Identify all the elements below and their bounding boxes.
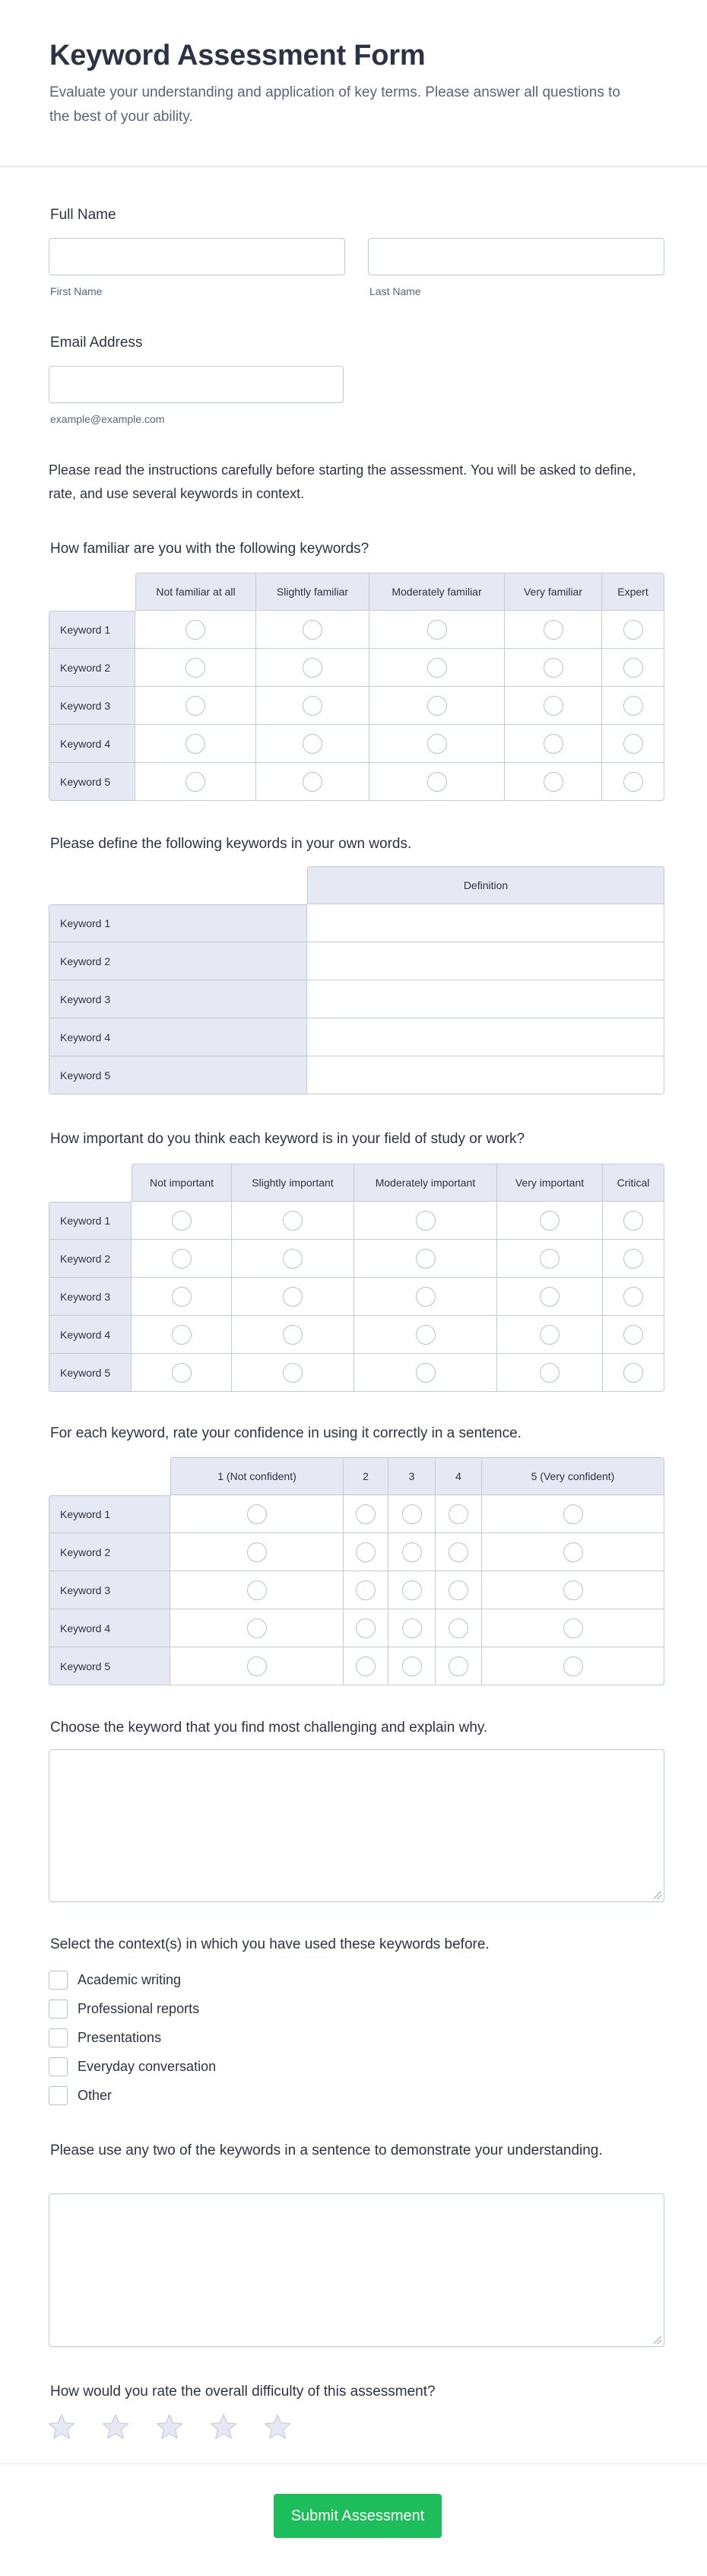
radio-button[interactable] bbox=[623, 658, 643, 678]
radio-button[interactable] bbox=[402, 1580, 422, 1600]
matrix-row-label: Keyword 5 bbox=[49, 1647, 170, 1685]
radio-button[interactable] bbox=[449, 1656, 468, 1676]
radio-button[interactable] bbox=[303, 658, 322, 678]
instructions-text: Please read the instructions carefully before starting the assessment. You will be asked to define, rate, and use several keywords in context. bbox=[49, 462, 636, 501]
matrix-corner bbox=[49, 1457, 170, 1495]
matrix-row bbox=[49, 649, 664, 687]
matrix-cell bbox=[232, 1354, 354, 1392]
matrix-row bbox=[49, 1571, 664, 1609]
challenging-question: Choose the keyword that you find most challenging and explain why. bbox=[50, 1720, 488, 1736]
radio-button[interactable] bbox=[449, 1580, 468, 1600]
radio-button[interactable] bbox=[247, 1542, 267, 1562]
checkbox[interactable] bbox=[49, 1971, 68, 1990]
radio-button[interactable] bbox=[544, 734, 563, 754]
radio-button[interactable] bbox=[283, 1287, 303, 1307]
radio-button[interactable] bbox=[623, 696, 643, 716]
table-body bbox=[49, 904, 664, 1094]
matrix-cell bbox=[344, 1533, 388, 1571]
matrix-header-row bbox=[49, 1164, 664, 1202]
matrix-cell bbox=[132, 1278, 232, 1316]
radio-button[interactable] bbox=[356, 1618, 376, 1638]
matrix-cell bbox=[256, 611, 369, 649]
matrix-cell bbox=[602, 687, 664, 725]
matrix-column-header: 1 (Not confident) bbox=[170, 1457, 344, 1495]
matrix-cell bbox=[602, 725, 664, 763]
radio-button[interactable] bbox=[172, 1325, 192, 1345]
matrix-row bbox=[49, 1278, 664, 1316]
matrix-row-label: Keyword 2 bbox=[49, 649, 135, 687]
matrix-row bbox=[49, 763, 664, 801]
radio-button[interactable] bbox=[416, 1287, 436, 1307]
matrix-cell bbox=[354, 1278, 497, 1316]
radio-button[interactable] bbox=[247, 1656, 267, 1676]
table-row bbox=[49, 1018, 664, 1056]
radio-button[interactable] bbox=[172, 1287, 192, 1307]
matrix-row bbox=[49, 1609, 664, 1647]
matrix-column-header: Slightly familiar bbox=[256, 573, 369, 611]
matrix-cell bbox=[354, 1316, 497, 1354]
checkbox-label: Everyday conversation bbox=[78, 2058, 217, 2074]
matrix-cell bbox=[170, 1533, 344, 1571]
matrix-cell bbox=[388, 1647, 436, 1685]
matrix-cell bbox=[497, 1354, 603, 1392]
checkbox[interactable] bbox=[49, 2057, 68, 2076]
radio-button[interactable] bbox=[449, 1504, 468, 1524]
matrix-cell bbox=[505, 649, 602, 687]
matrix-cell bbox=[344, 1647, 388, 1685]
familiarity-question: How familiar are you with the following keywords? bbox=[50, 541, 369, 557]
matrix-cell bbox=[135, 725, 256, 763]
radio-button[interactable] bbox=[544, 620, 563, 640]
radio-button[interactable] bbox=[303, 696, 322, 716]
checkbox-label: Other bbox=[78, 2087, 113, 2103]
table-corner bbox=[49, 866, 307, 904]
email-input[interactable] bbox=[49, 366, 344, 403]
checkbox-option[interactable] bbox=[49, 1999, 199, 2019]
matrix-cell bbox=[170, 1571, 344, 1609]
matrix-row-label: Keyword 3 bbox=[49, 1571, 170, 1609]
matrix-cell bbox=[232, 1316, 354, 1354]
familiarity-matrix bbox=[49, 573, 664, 801]
matrix-row bbox=[49, 1533, 664, 1571]
definition-input[interactable] bbox=[307, 1018, 664, 1056]
matrix-column-header: Very important bbox=[497, 1164, 603, 1202]
email-sublabel: example@example.com bbox=[50, 413, 165, 425]
radio-button[interactable] bbox=[185, 772, 205, 792]
matrix-column-header: 2 bbox=[344, 1457, 388, 1495]
radio-button[interactable] bbox=[623, 1325, 643, 1345]
radio-button[interactable] bbox=[544, 696, 563, 716]
radio-button[interactable] bbox=[283, 1211, 303, 1231]
matrix-cell bbox=[436, 1571, 482, 1609]
radio-button[interactable] bbox=[247, 1504, 267, 1524]
table-row bbox=[49, 942, 664, 980]
matrix-row-label: Keyword 4 bbox=[49, 725, 135, 763]
resize-handle-icon[interactable] bbox=[654, 2336, 661, 2344]
matrix-header-row bbox=[49, 573, 664, 611]
matrix-cell bbox=[388, 1495, 436, 1533]
submit-button[interactable]: Submit Assessment bbox=[274, 2494, 442, 2538]
matrix-row bbox=[49, 1316, 664, 1354]
checkbox[interactable] bbox=[49, 2028, 68, 2047]
matrix-cell bbox=[256, 649, 369, 687]
radio-button[interactable] bbox=[540, 1211, 560, 1231]
form-subtitle: Evaluate your understanding and application of key terms. Please answer all questions to the best of your ability. bbox=[49, 84, 620, 125]
radio-button[interactable] bbox=[623, 1363, 643, 1383]
radio-button[interactable] bbox=[427, 620, 447, 640]
matrix-cell bbox=[170, 1495, 344, 1533]
star-icon[interactable] bbox=[47, 2412, 76, 2441]
footer-divider bbox=[0, 2463, 707, 2464]
matrix-cell bbox=[135, 611, 256, 649]
definition-input[interactable] bbox=[307, 942, 664, 980]
matrix-row bbox=[49, 1202, 664, 1240]
matrix-cell bbox=[369, 725, 505, 763]
matrix-cell bbox=[603, 1278, 664, 1316]
radio-button[interactable] bbox=[172, 1211, 192, 1231]
definition-input[interactable] bbox=[307, 1056, 664, 1094]
matrix-cell bbox=[354, 1202, 497, 1240]
definition-input[interactable] bbox=[307, 904, 664, 942]
matrix-row bbox=[49, 725, 664, 763]
table-row bbox=[49, 904, 664, 942]
matrix-cell bbox=[170, 1609, 344, 1647]
radio-button[interactable] bbox=[283, 1363, 303, 1383]
radio-button[interactable] bbox=[540, 1363, 560, 1383]
radio-button[interactable] bbox=[623, 620, 643, 640]
table-row-label: Keyword 5 bbox=[49, 1056, 307, 1094]
radio-button[interactable] bbox=[247, 1618, 267, 1638]
checkbox[interactable] bbox=[49, 1999, 68, 2019]
matrix-cell bbox=[436, 1533, 482, 1571]
matrix-cell bbox=[369, 611, 505, 649]
header-divider bbox=[0, 166, 707, 167]
matrix-cell bbox=[602, 611, 664, 649]
matrix-cell bbox=[344, 1571, 388, 1609]
matrix-column-header: Not important bbox=[132, 1164, 232, 1202]
importance-matrix bbox=[49, 1164, 664, 1392]
matrix-row-label: Keyword 1 bbox=[49, 611, 135, 649]
matrix-cell bbox=[132, 1354, 232, 1392]
matrix-cell bbox=[497, 1278, 603, 1316]
radio-button[interactable] bbox=[303, 734, 322, 754]
matrix-body bbox=[49, 1202, 664, 1392]
matrix-cell bbox=[344, 1495, 388, 1533]
radio-button[interactable] bbox=[544, 772, 563, 792]
star-icon[interactable] bbox=[263, 2412, 292, 2441]
definitions-question: Please define the following keywords in your own words. bbox=[50, 836, 412, 852]
definition-input[interactable] bbox=[307, 980, 664, 1018]
matrix-cell bbox=[436, 1647, 482, 1685]
matrix-row-label: Keyword 5 bbox=[49, 763, 135, 801]
matrix-column-header: 5 (Very confident) bbox=[482, 1457, 664, 1495]
matrix-row bbox=[49, 1495, 664, 1533]
matrix-row-label: Keyword 3 bbox=[49, 687, 135, 725]
radio-button[interactable] bbox=[563, 1618, 583, 1638]
table-row-label: Keyword 3 bbox=[49, 980, 307, 1018]
radio-button[interactable] bbox=[623, 1249, 643, 1269]
matrix-cell bbox=[256, 725, 369, 763]
radio-button[interactable] bbox=[283, 1249, 303, 1269]
radio-button[interactable] bbox=[540, 1287, 560, 1307]
radio-button[interactable] bbox=[540, 1249, 560, 1269]
radio-button[interactable] bbox=[623, 1211, 643, 1231]
form-title: Keyword Assessment Form bbox=[49, 40, 426, 71]
radio-button[interactable] bbox=[303, 620, 322, 640]
difficulty-question: How would you rate the overall difficulty of this assessment? bbox=[50, 2384, 436, 2400]
confidence-matrix bbox=[49, 1457, 664, 1685]
matrix-cell bbox=[344, 1609, 388, 1647]
radio-button[interactable] bbox=[185, 658, 205, 678]
definition-column-header: Definition bbox=[307, 866, 664, 904]
star-icon[interactable] bbox=[101, 2412, 130, 2441]
radio-button[interactable] bbox=[172, 1249, 192, 1269]
matrix-cell bbox=[369, 763, 505, 801]
definitions-table bbox=[49, 866, 664, 1094]
radio-button[interactable] bbox=[623, 1287, 643, 1307]
checkbox[interactable] bbox=[49, 2086, 68, 2105]
matrix-cell bbox=[232, 1278, 354, 1316]
matrix-cell bbox=[603, 1240, 664, 1278]
radio-button[interactable] bbox=[449, 1618, 468, 1638]
table-row-label: Keyword 2 bbox=[49, 942, 307, 980]
last-name-sublabel: Last Name bbox=[369, 285, 421, 297]
matrix-cell bbox=[482, 1495, 664, 1533]
matrix-cell bbox=[132, 1316, 232, 1354]
matrix-column-header: Expert bbox=[602, 573, 664, 611]
radio-button[interactable] bbox=[427, 696, 447, 716]
radio-button[interactable] bbox=[427, 772, 447, 792]
matrix-column-header: Moderately familiar bbox=[369, 573, 505, 611]
checkbox-label: Presentations bbox=[78, 2029, 162, 2045]
matrix-column-header: Very familiar bbox=[505, 573, 602, 611]
table-row bbox=[49, 1056, 664, 1094]
matrix-cell bbox=[603, 1202, 664, 1240]
checkbox-option[interactable] bbox=[49, 2057, 216, 2076]
matrix-cell bbox=[132, 1202, 232, 1240]
matrix-cell bbox=[170, 1647, 344, 1685]
matrix-corner bbox=[49, 1164, 132, 1202]
radio-button[interactable] bbox=[356, 1580, 376, 1600]
matrix-cell bbox=[497, 1316, 603, 1354]
matrix-cell bbox=[497, 1202, 603, 1240]
checkbox-label: Professional reports bbox=[78, 2000, 200, 2016]
star-icon[interactable] bbox=[209, 2412, 238, 2441]
radio-button[interactable] bbox=[540, 1325, 560, 1345]
matrix-cell bbox=[135, 649, 256, 687]
matrix-header-row bbox=[49, 1457, 664, 1495]
matrix-cell bbox=[497, 1240, 603, 1278]
first-name-sublabel: First Name bbox=[50, 285, 103, 297]
table-row-label: Keyword 4 bbox=[49, 1018, 307, 1056]
matrix-cell bbox=[505, 725, 602, 763]
radio-button[interactable] bbox=[544, 658, 563, 678]
radio-button[interactable] bbox=[563, 1656, 583, 1676]
radio-button[interactable] bbox=[402, 1618, 422, 1638]
radio-button[interactable] bbox=[563, 1504, 583, 1524]
matrix-cell bbox=[256, 687, 369, 725]
radio-button[interactable] bbox=[449, 1542, 468, 1562]
matrix-cell bbox=[602, 649, 664, 687]
sentence-question: Please use any two of the keywords in a sentence to demonstrate your understanding. bbox=[50, 2142, 603, 2158]
first-name-input[interactable] bbox=[49, 238, 345, 275]
matrix-row bbox=[49, 611, 664, 649]
matrix-row-label: Keyword 2 bbox=[49, 1240, 132, 1278]
matrix-cell bbox=[132, 1240, 232, 1278]
radio-button[interactable] bbox=[427, 734, 447, 754]
radio-button[interactable] bbox=[427, 658, 447, 678]
matrix-cell bbox=[256, 763, 369, 801]
radio-button[interactable] bbox=[416, 1249, 436, 1269]
email-label: Email Address bbox=[50, 335, 143, 351]
radio-button[interactable] bbox=[563, 1542, 583, 1562]
checkbox-option[interactable] bbox=[49, 2028, 161, 2047]
sentence-textarea[interactable] bbox=[49, 2193, 664, 2347]
matrix-cell bbox=[482, 1609, 664, 1647]
matrix-cell bbox=[602, 763, 664, 801]
radio-button[interactable] bbox=[185, 620, 205, 640]
table-row bbox=[49, 980, 664, 1018]
radio-button[interactable] bbox=[185, 734, 205, 754]
matrix-cell bbox=[369, 649, 505, 687]
matrix-cell bbox=[603, 1354, 664, 1392]
radio-button[interactable] bbox=[356, 1656, 376, 1676]
matrix-row-label: Keyword 3 bbox=[49, 1278, 132, 1316]
checkbox-label: Academic writing bbox=[78, 1971, 182, 1987]
matrix-cell bbox=[388, 1609, 436, 1647]
matrix-row-label: Keyword 1 bbox=[49, 1202, 132, 1240]
full-name-label: Full Name bbox=[50, 207, 116, 223]
resize-handle-icon[interactable] bbox=[654, 1892, 661, 1899]
radio-button[interactable] bbox=[402, 1542, 422, 1562]
radio-button[interactable] bbox=[563, 1580, 583, 1600]
matrix-cell bbox=[505, 687, 602, 725]
matrix-row-label: Keyword 2 bbox=[49, 1533, 170, 1571]
matrix-cell bbox=[135, 687, 256, 725]
matrix-row-label: Keyword 5 bbox=[49, 1354, 132, 1392]
matrix-cell bbox=[505, 611, 602, 649]
challenging-textarea[interactable] bbox=[49, 1749, 664, 1902]
matrix-row bbox=[49, 687, 664, 725]
matrix-column-header: Critical bbox=[603, 1164, 664, 1202]
star-icon[interactable] bbox=[155, 2412, 184, 2441]
matrix-row-label: Keyword 1 bbox=[49, 1495, 170, 1533]
matrix-row-label: Keyword 4 bbox=[49, 1609, 170, 1647]
radio-button[interactable] bbox=[356, 1504, 376, 1524]
matrix-row-label: Keyword 4 bbox=[49, 1316, 132, 1354]
matrix-column-header: 3 bbox=[388, 1457, 436, 1495]
radio-button[interactable] bbox=[356, 1542, 376, 1562]
radio-button[interactable] bbox=[185, 696, 205, 716]
matrix-cell bbox=[505, 763, 602, 801]
matrix-cell bbox=[482, 1571, 664, 1609]
matrix-column-header: Not familiar at all bbox=[135, 573, 256, 611]
matrix-row bbox=[49, 1647, 664, 1685]
matrix-cell bbox=[436, 1495, 482, 1533]
matrix-cell bbox=[369, 687, 505, 725]
table-header-row bbox=[49, 866, 664, 904]
matrix-cell bbox=[482, 1533, 664, 1571]
importance-question: How important do you think each keyword is in your field of study or work? bbox=[50, 1131, 525, 1147]
matrix-body bbox=[49, 1495, 664, 1685]
matrix-column-header: 4 bbox=[436, 1457, 482, 1495]
radio-button[interactable] bbox=[623, 772, 643, 792]
radio-button[interactable] bbox=[402, 1504, 422, 1524]
matrix-cell bbox=[603, 1316, 664, 1354]
matrix-corner bbox=[49, 573, 135, 611]
contexts-question: Select the context(s) in which you have used these keywords before. bbox=[50, 1936, 490, 1952]
matrix-cell bbox=[436, 1609, 482, 1647]
matrix-cell bbox=[388, 1571, 436, 1609]
matrix-column-header: Moderately important bbox=[354, 1164, 497, 1202]
matrix-cell bbox=[482, 1647, 664, 1685]
checkbox-option[interactable] bbox=[49, 1970, 181, 1990]
matrix-cell bbox=[232, 1240, 354, 1278]
matrix-cell bbox=[135, 763, 256, 801]
matrix-row bbox=[49, 1240, 664, 1278]
radio-button[interactable] bbox=[416, 1325, 436, 1345]
matrix-row bbox=[49, 1354, 664, 1392]
radio-button[interactable] bbox=[303, 772, 322, 792]
radio-button[interactable] bbox=[172, 1363, 192, 1383]
matrix-column-header: Slightly important bbox=[232, 1164, 354, 1202]
matrix-cell bbox=[354, 1240, 497, 1278]
matrix-cell bbox=[388, 1533, 436, 1571]
last-name-input[interactable] bbox=[368, 238, 664, 275]
star-rating bbox=[47, 2412, 292, 2441]
matrix-body bbox=[49, 611, 664, 801]
matrix-cell bbox=[232, 1202, 354, 1240]
matrix-cell bbox=[354, 1354, 497, 1392]
confidence-question: For each keyword, rate your confidence in using it correctly in a sentence. bbox=[50, 1425, 522, 1441]
radio-button[interactable] bbox=[416, 1363, 436, 1383]
radio-button[interactable] bbox=[416, 1211, 436, 1231]
radio-button[interactable] bbox=[283, 1325, 303, 1345]
table-row-label: Keyword 1 bbox=[49, 904, 307, 942]
radio-button[interactable] bbox=[623, 734, 643, 754]
radio-button[interactable] bbox=[402, 1656, 422, 1676]
checkbox-option[interactable] bbox=[49, 2085, 112, 2105]
radio-button[interactable] bbox=[247, 1580, 267, 1600]
